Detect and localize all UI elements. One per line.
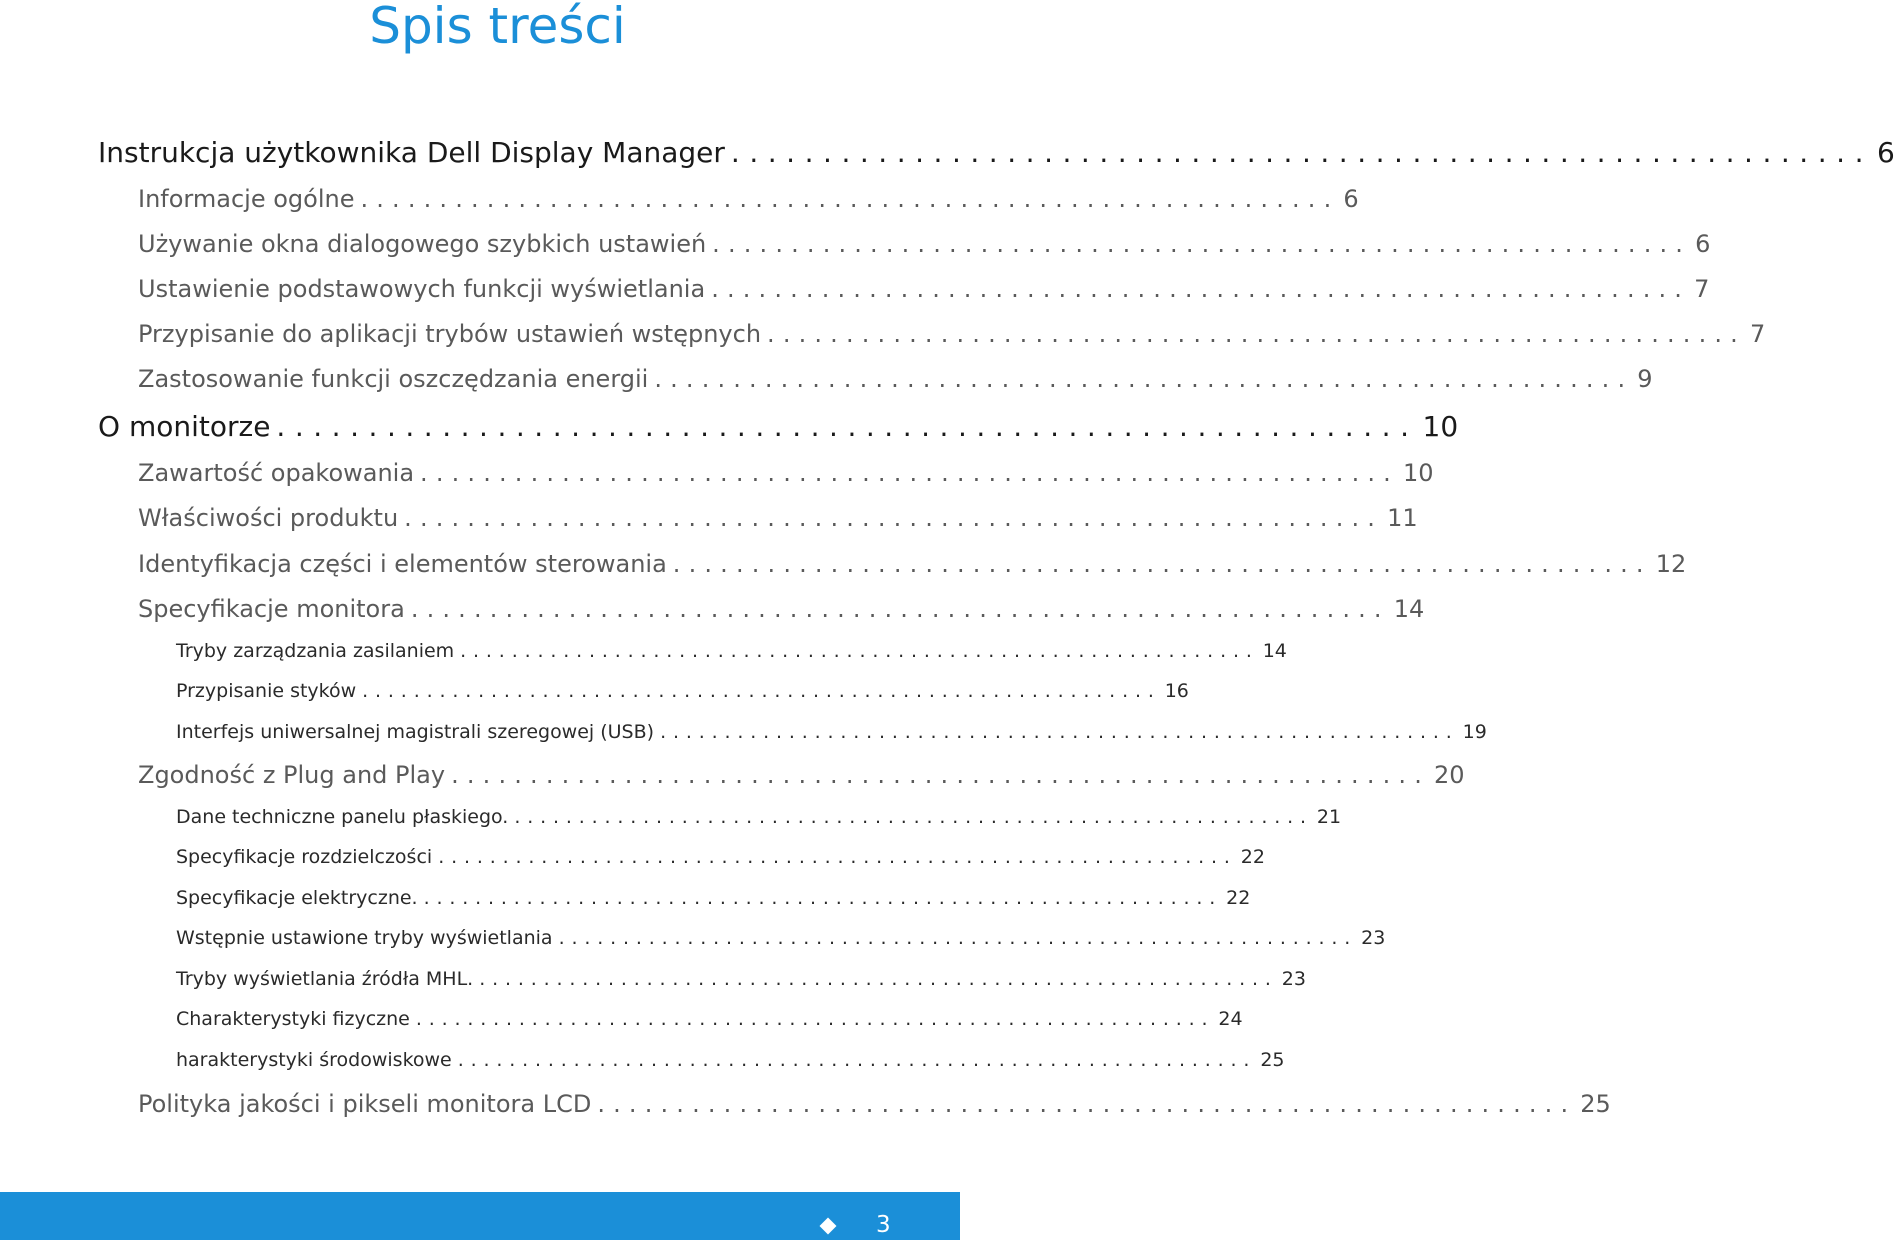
toc-entry-page: 25 <box>1580 1090 1611 1118</box>
dot-leader: .............................................................. <box>711 275 1691 303</box>
page-number: 3 <box>876 1212 891 1238</box>
toc-entry-tryby-ustawien[interactable] <box>138 319 1766 349</box>
toc-entry-label: Polityka jakości i pikseli monitora LCD <box>138 1090 592 1118</box>
toc-entry-page: 10 <box>1422 410 1459 443</box>
toc-entry-label: harakterystyki środowiskowe <box>176 1049 452 1071</box>
toc-entry-label: Identyfikacja części i elementów sterowania <box>138 550 667 578</box>
footer-bar <box>0 1192 960 1240</box>
toc-entry-label: Informacje ogólne <box>138 185 355 213</box>
toc-entry-informacje-ogolne[interactable] <box>138 184 1359 214</box>
toc-entry-page: 14 <box>1262 640 1287 662</box>
dot-leader: .............................................................. <box>730 136 1873 169</box>
toc-entry-label: Specyfikacje rozdzielczości <box>176 846 433 868</box>
toc-entry-label: Specyfikacje elektryczne. <box>176 887 418 909</box>
toc-entry-label: Dane techniczne panelu płaskiego. <box>176 806 509 828</box>
toc-entry-zrodlo-mhl[interactable] <box>176 966 1306 992</box>
dot-leader: .............................................................. <box>438 846 1237 868</box>
dot-leader: .............................................................. <box>420 459 1399 487</box>
dot-leader: .............................................................. <box>712 230 1692 258</box>
toc-entry-page: 22 <box>1240 846 1265 868</box>
toc-entry-label: Przypisanie do aplikacji trybów ustawień wstępnych <box>138 320 762 348</box>
dot-leader: .............................................................. <box>276 410 1419 443</box>
toc-entry-label: Instrukcja użytkownika Dell Display Manager <box>98 136 725 169</box>
toc-entry-page: 19 <box>1462 721 1487 743</box>
toc-entry-zawartosc-opakowania[interactable] <box>138 458 1434 488</box>
toc-entry-label: Ustawienie podstawowych funkcji wyświetlania <box>138 275 706 303</box>
toc-entry-plug-and-play[interactable] <box>138 760 1465 790</box>
toc-entry-label: Używanie okna dialogowego szybkich ustawień <box>138 230 707 258</box>
toc-entry-label: Interfejs uniwersalnej magistrali szeregowej (USB) <box>176 721 655 743</box>
toc-entry-label: Charakterystyki fizyczne <box>176 1008 410 1030</box>
dot-leader: .............................................................. <box>654 365 1634 393</box>
toc-entry-interfejs-usb[interactable] <box>176 719 1487 745</box>
toc-entry-panel-plaski[interactable] <box>176 804 1342 830</box>
toc-entry-label: Specyfikacje monitora <box>138 595 405 623</box>
toc-entry-label: Przypisanie styków <box>176 680 357 702</box>
dot-leader: .............................................................. <box>660 721 1459 743</box>
dot-leader: .............................................................. <box>597 1090 1577 1118</box>
toc-entry-page: 22 <box>1226 887 1251 909</box>
toc-entry-przypisanie-stykow[interactable] <box>176 678 1189 704</box>
toc-entry-identyfikacja-czesci[interactable] <box>138 549 1687 579</box>
toc-entry-page: 24 <box>1218 1008 1243 1030</box>
toc-entry-dell-display-manager[interactable] <box>98 136 1895 170</box>
toc-entry-polityka-jakosci[interactable] <box>138 1089 1611 1119</box>
toc-entry-page: 6 <box>1877 136 1895 169</box>
toc-entry-funkcje-wyswietlania[interactable] <box>138 274 1710 304</box>
toc-entry-label: O monitorze <box>98 410 271 443</box>
toc-entry-page: 9 <box>1637 365 1653 393</box>
toc-entry-page: 21 <box>1316 806 1342 828</box>
toc-entry-label: Tryby wyświetlania źródła MHL. <box>176 968 474 990</box>
toc-entry-page: 20 <box>1434 761 1465 789</box>
toc-entry-page: 11 <box>1387 504 1418 532</box>
toc-entry-elektryczne[interactable] <box>176 885 1251 911</box>
toc-entry-label: Właściwości produktu <box>138 504 399 532</box>
toc-entry-page: 7 <box>1694 275 1710 303</box>
toc-entry-label: Zawartość opakowania <box>138 459 415 487</box>
toc-entry-oszczedzanie-energii[interactable] <box>138 364 1653 394</box>
dot-leader: .............................................................. <box>514 806 1313 828</box>
dot-leader: .............................................................. <box>460 640 1259 662</box>
toc-entry-page: 23 <box>1361 927 1386 949</box>
toc-entry-srodowiskowe[interactable] <box>176 1047 1285 1073</box>
toc-entry-label: Zastosowanie funkcji oszczędzania energii <box>138 365 649 393</box>
dot-leader: .............................................................. <box>457 1049 1257 1071</box>
dot-leader: .............................................................. <box>558 927 1358 949</box>
toc-entry-page: 14 <box>1393 595 1425 623</box>
toc-entry-tryby-zasilania[interactable] <box>176 638 1287 664</box>
toc-entry-page: 25 <box>1260 1049 1285 1071</box>
toc-entry-wlasciwosci-produktu[interactable] <box>138 503 1418 533</box>
page-title: Spis treści <box>369 0 626 55</box>
toc-entry-page: 7 <box>1749 320 1766 348</box>
dot-leader: .............................................................. <box>410 595 1390 623</box>
dot-leader: .............................................................. <box>362 680 1161 702</box>
toc-entry-szybkie-ustawienia[interactable] <box>138 229 1711 259</box>
toc-entry-page: 10 <box>1402 459 1434 487</box>
toc-entry-rozdzielczosci[interactable] <box>176 844 1265 870</box>
toc-entry-page: 6 <box>1695 230 1711 258</box>
toc-entry-page: 16 <box>1164 680 1189 702</box>
toc-entry-o-monitorze[interactable] <box>98 410 1459 444</box>
dot-leader: .............................................................. <box>767 320 1746 348</box>
toc-entry-specyfikacje-monitora[interactable] <box>138 594 1425 624</box>
toc-entry-label: Tryby zarządzania zasilaniem <box>176 640 455 662</box>
dot-leader: .............................................................. <box>672 550 1652 578</box>
dot-leader: .............................................................. <box>451 761 1431 789</box>
dot-leader: .............................................................. <box>415 1008 1215 1030</box>
toc-entry-tryby-wyswietlania[interactable] <box>176 925 1386 951</box>
dot-leader: .............................................................. <box>479 968 1278 990</box>
dot-leader: .............................................................. <box>423 887 1223 909</box>
toc-entry-page: 23 <box>1281 968 1306 990</box>
toc-entry-page: 6 <box>1343 185 1359 213</box>
toc-entry-label: Zgodność z Plug and Play <box>138 761 446 789</box>
toc-entry-page: 12 <box>1655 550 1687 578</box>
toc-entry-label: Wstępnie ustawione tryby wyświetlania <box>176 927 553 949</box>
dot-leader: .............................................................. <box>360 185 1340 213</box>
toc-entry-charakterystyki-fizyczne[interactable] <box>176 1006 1243 1032</box>
dot-leader: .............................................................. <box>404 504 1384 532</box>
